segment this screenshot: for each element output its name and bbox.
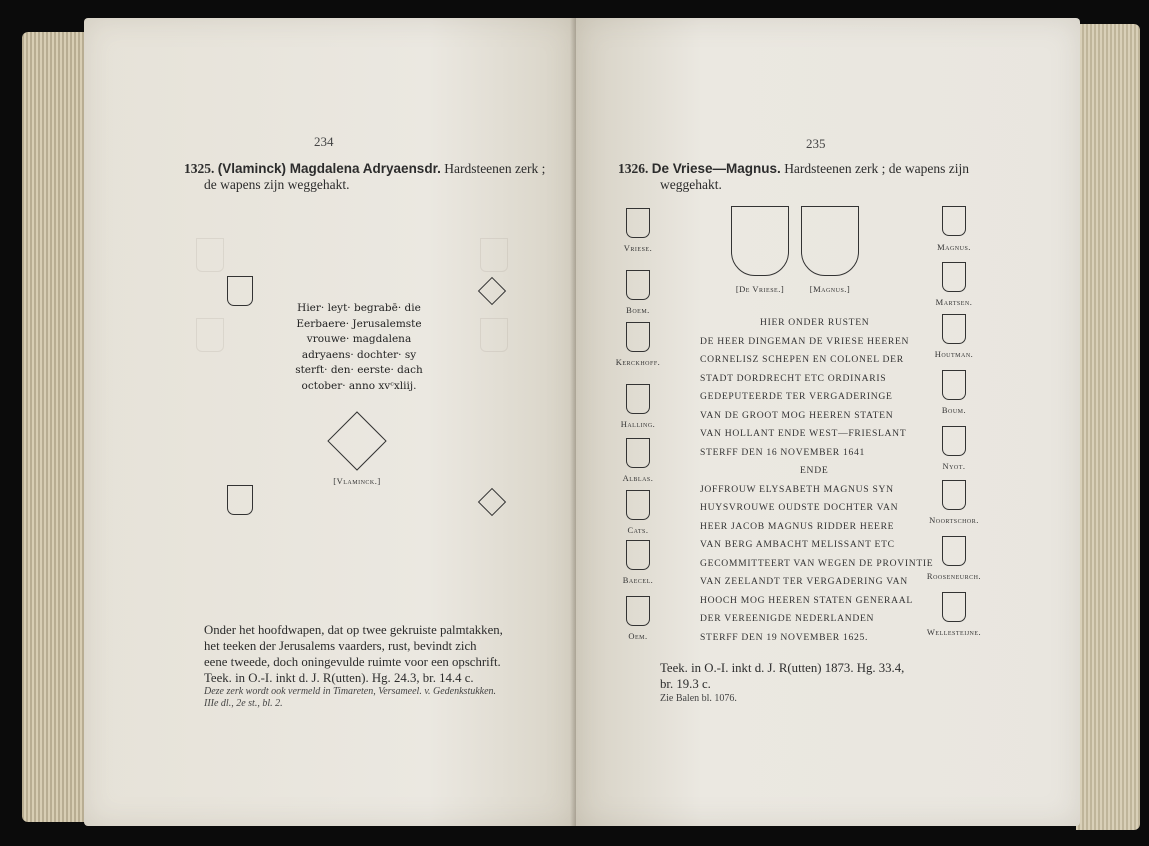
page-number: 235 [806, 136, 826, 151]
arms-shield [626, 596, 650, 626]
arms-shield [626, 540, 650, 570]
blank-lozenge [478, 488, 506, 516]
arms-label: Halling. [620, 419, 656, 429]
arms-label: Baecel. [622, 575, 654, 585]
entry-description-cont: weggehakt. [660, 177, 722, 192]
footnote: Zie Balen bl. 1076. [660, 693, 737, 704]
arms-label: Magnus. [937, 242, 971, 252]
arms-label: Noortschor. [929, 515, 979, 525]
page-number: 234 [314, 134, 334, 149]
entry-name: De Vriese—Magnus. [651, 161, 781, 176]
description-paragraph: Teek. in O.-I. inkt d. J. R(utten) 1873. Hg. 33.4, br. 19.3 c. [660, 661, 905, 691]
arms-shield [942, 262, 966, 292]
entry-name: (Vlaminck) Magdalena Adryaensdr. [217, 161, 441, 176]
arms-label: Kerckhoff. [615, 357, 661, 367]
arms-label: Vriese. [623, 243, 653, 253]
arms-shield [942, 536, 966, 566]
de-vriese-arms-shield [731, 206, 789, 276]
arms-label: Boum. [941, 405, 967, 415]
arms-label: Wellesteijne. [926, 627, 982, 637]
arms-shield [942, 314, 966, 344]
arms-shield [942, 592, 966, 622]
right-page [576, 18, 1080, 826]
arms-shield [942, 426, 966, 456]
magnus-arms-shield [801, 206, 859, 276]
right-page-edges [1076, 24, 1140, 830]
vlaminck-arms-lozenge [327, 411, 386, 470]
entry-description: Hardsteenen zerk ; [444, 161, 546, 176]
arms-shield [626, 208, 650, 238]
arms-shield [626, 322, 650, 352]
blank-shield [227, 276, 253, 306]
entry-heading [618, 161, 1038, 177]
left-page-edges [22, 32, 92, 822]
entry-number: 1325. [184, 161, 215, 176]
arms-shield [942, 370, 966, 400]
arms-label: Houtman. [934, 349, 974, 359]
blank-shield [227, 485, 253, 515]
open-book [22, 14, 1140, 836]
arms-shield [626, 438, 650, 468]
arms-label: Nyot. [942, 461, 966, 471]
entry-heading [184, 161, 564, 177]
arms-shield [626, 490, 650, 520]
arms-caption: [Vlaminck.] [333, 476, 381, 486]
arms-shield [626, 384, 650, 414]
main-arms-label: [De Vriese.] [735, 284, 785, 294]
capital-inscription: HIER ONDER RUSTEN DE HEER DINGEMAN DE VRIESE HEEREN CORNELISZ SCHEPEN EN COLONEL DER STADT DORDRECHT ETC ORDINARIS GEDEPUTEERDE TER VERGADERINGE VAN DE GROOT MOG HEEREN STATEN VAN HOLLANT ENDE WEST—FRIESLANT STERFF DEN 16 NOVEMBER 1641 ENDE JOFFROUW ELYSABETH MAGNUS SYN HUYSVROUWE OUDSTE DOCHTER VAN HEER JACOB MAGNUS RIDDER HEERE VAN BERG AMBACHT MELISSANT ETC GECOMMITTEERT VAN WEGEN DE PROVINTIE VAN ZEELANDT TER VERGADERING VAN HOOCH MOG HEEREN STATEN GENERAAL DER VEREENIGDE NEDERLANDEN STERFF DEN 19 NOVEMBER 1625. [700, 317, 934, 643]
arms-label: Rooseneurch. [926, 571, 982, 581]
arms-label: Martsen. [935, 297, 973, 307]
gothic-inscription: Hier· leyt· begrabē· die Eerbaere· Jerusalemste vrouwe· magdalena adryaens· dochter· sy sterft· den· eerste· dach october· anno xvᶜxliij. [295, 302, 423, 392]
arms-label: Oem. [628, 631, 648, 641]
main-arms-label: [Magnus.] [809, 284, 851, 294]
entry-description-cont: de wapens zijn weggehakt. [204, 177, 350, 192]
arms-label: Cats. [627, 525, 649, 535]
arms-shield [942, 206, 966, 236]
entry-number: 1326. [618, 161, 649, 176]
blank-lozenge [478, 277, 506, 305]
entry-description: Hardsteenen zerk ; de wapens zijn [784, 161, 969, 176]
left-page [84, 18, 576, 826]
arms-label: Alblas. [622, 473, 654, 483]
footnote: Deze zerk wordt ook vermeld in Timareten, Versameel. v. Gedenkstukken. IIIe dl., 2e st., bl. 2. [204, 686, 497, 709]
arms-label: Boem. [626, 305, 650, 315]
arms-shield [942, 480, 966, 510]
description-paragraph: Onder het hoofdwapen, dat op twee gekruiste palmtakken, het teeken der Jerusalems vaarders, rust, bevindt zich eene tweede, doch oningevulde ruimte voor een opschrift. Teek. in O.-I. inkt d. J. R(utten). Hg. 24.3, br. 14.4 c. [204, 623, 503, 685]
arms-shield [626, 270, 650, 300]
